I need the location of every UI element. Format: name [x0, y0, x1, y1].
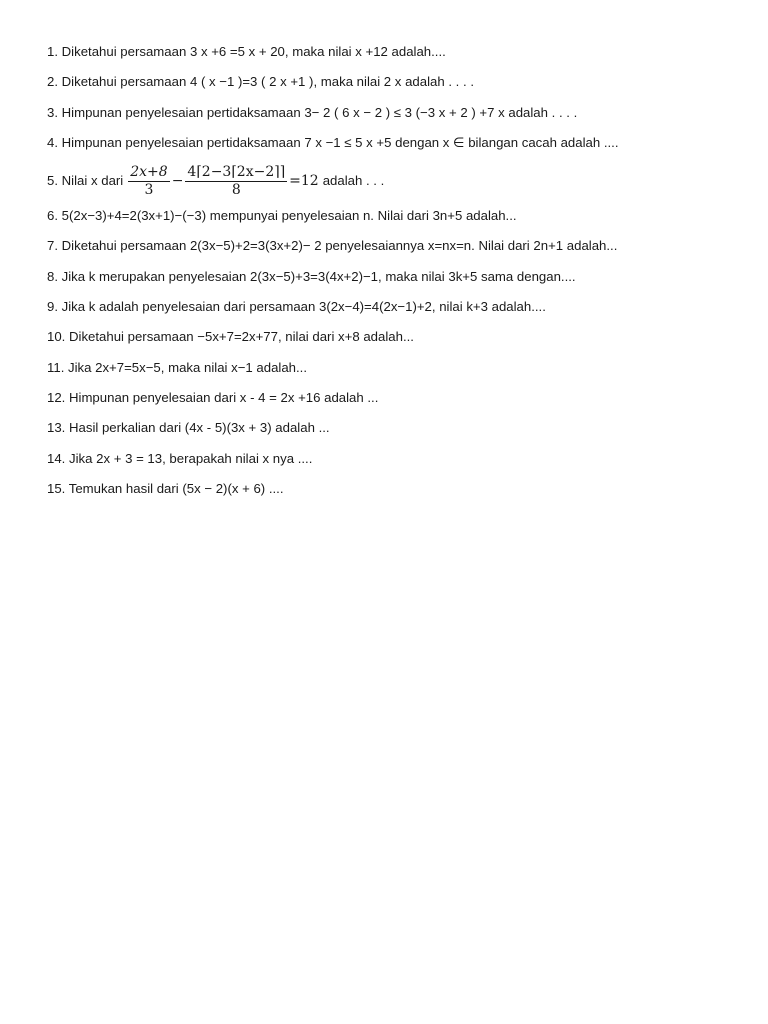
- minus-sign: −: [171, 173, 184, 190]
- fraction-2-denominator: 8: [231, 181, 241, 198]
- question-12: 12. Himpunan penyelesaian dari x - 4 = 2x +16 adalah ...: [47, 389, 379, 405]
- question-14: 14. Jika 2x + 3 = 13, berapakah nilai x nya ....: [47, 450, 313, 466]
- question-4: 4. Himpunan penyelesaian pertidaksamaan 7 x −1 ≤ 5 x +5 dengan x ∈ bilangan cacah adalah ....: [47, 134, 619, 150]
- question-11: 11. Jika 2x+7=5x−5, maka nilai x−1 adalah...: [47, 359, 308, 375]
- question-6: 6. 5(2x−3)+4=2(3x+1)−(−3) mempunyai penyelesaian n. Nilai dari 3n+5 adalah...: [47, 208, 517, 224]
- question-8: 8. Jika k merupakan penyelesaian 2(3x−5)+3=3(4x+2)−1, maka nilai 3k+5 sama dengan....: [47, 268, 576, 284]
- question-list: [47, 44, 737, 511]
- question-1: 1. Diketahui persamaan 3 x +6 =5 x + 20, maka nilai x +12 adalah....: [47, 44, 446, 59]
- fraction-1-denominator: 3: [144, 181, 154, 198]
- question-2: 2. Diketahui persamaan 4 ( x −1 )=3 ( 2 x +1 ), maka nilai 2 x adalah . . . .: [47, 74, 474, 90]
- question-10: 10. Diketahui persamaan −5x+7=2x+77, nilai dari x+8 adalah...: [47, 329, 414, 345]
- question-15: 15. Temukan hasil dari (5x − 2)(x + 6) ....: [47, 480, 284, 496]
- question-5-prefix: 5. Nilai x dari: [47, 173, 124, 189]
- question-9: 9. Jika k adalah penyelesaian dari persamaan 3(2x−4)=4(2x−1)+2, nilai k+3 adalah....: [47, 299, 546, 315]
- equals-value: =12: [289, 173, 319, 190]
- fraction-1-numerator: 2x+8: [130, 163, 168, 180]
- question-5: [47, 162, 737, 200]
- fraction-2-numerator: 4⌈2−3⌈2x−2⌉⌉: [187, 163, 286, 180]
- question-5-suffix: adalah . . .: [322, 173, 385, 189]
- fraction-2: [185, 164, 287, 199]
- question-7: 7. Diketahui persamaan 2(3x−5)+2=3(3x+2)− 2 penyelesaiannya x=nx=n. Nilai dari 2n+1 adalah...: [47, 238, 618, 254]
- question-3: 3. Himpunan penyelesaian pertidaksamaan 3− 2 ( 6 x − 2 ) ≤ 3 (−3 x + 2 ) +7 x adalah . . . .: [47, 104, 578, 120]
- question-13: 13. Hasil perkalian dari (4x - 5)(3x + 3) adalah ...: [47, 420, 330, 436]
- fraction-1: [128, 164, 169, 199]
